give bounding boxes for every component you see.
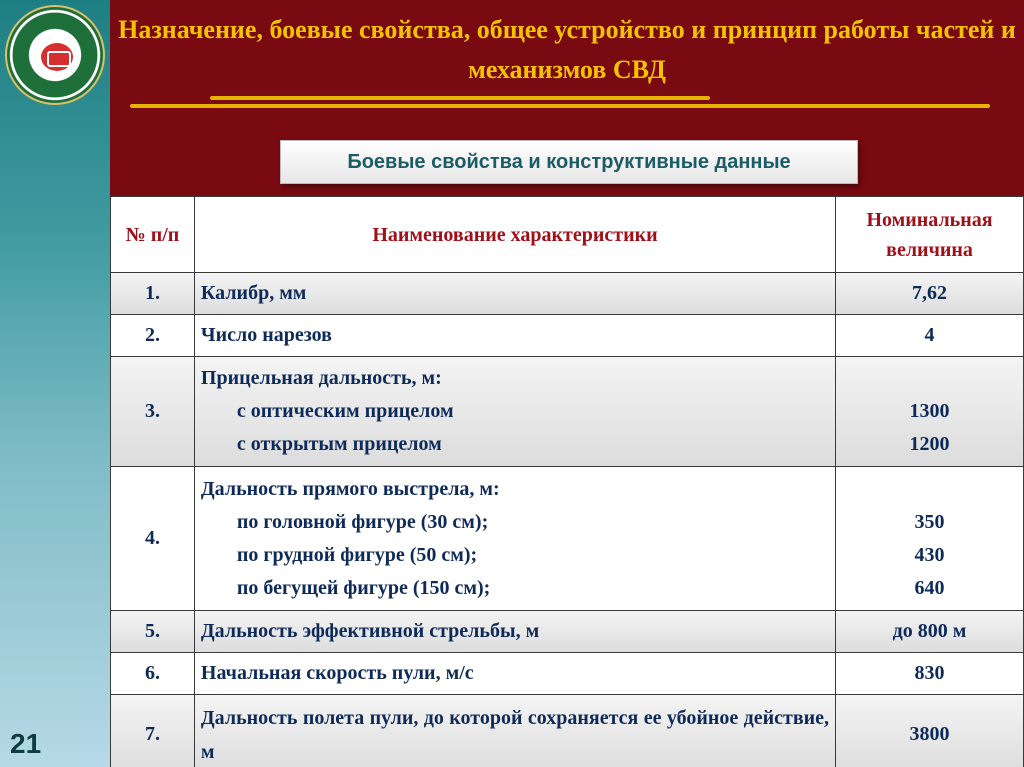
row-name: Начальная скорость пули, м/с	[194, 653, 835, 695]
row-name-sub: с открытым прицелом	[236, 433, 442, 455]
row-value-sub: 1200	[909, 433, 950, 455]
row-name: Калибр, мм	[194, 273, 835, 315]
row-name: Дальность эффективной стрельбы, м	[194, 611, 835, 653]
row-name	[194, 357, 835, 467]
table-row	[111, 315, 1024, 357]
header-value: Номинальная величина	[836, 197, 1024, 273]
gold-line-short	[210, 96, 710, 100]
row-name-sub: по бегущей фигуре (150 см);	[236, 576, 491, 599]
table-row	[111, 357, 1024, 467]
table-row	[111, 273, 1024, 315]
row-value-sub: 640	[914, 576, 945, 599]
subtitle-box: Боевые свойства и конструктивные данные	[280, 140, 858, 184]
row-num: 2.	[111, 315, 195, 357]
row-num: 7.	[111, 695, 195, 767]
spec-table	[110, 196, 1024, 767]
row-num: 5.	[111, 611, 195, 653]
row-num: 3.	[111, 357, 195, 467]
table-row	[111, 695, 1024, 767]
row-value	[836, 467, 1024, 611]
table-row	[111, 467, 1024, 611]
row-name-sub: по головной фигуре (30 см);	[236, 510, 489, 533]
row-value-sub: 350	[914, 510, 945, 533]
row-value-sub: 1300	[909, 400, 950, 422]
row-name: Дальность полета пули, до которой сохраняется ее убойное действие, м	[194, 695, 835, 767]
header-band	[110, 0, 1024, 196]
row-name: Число нарезов	[194, 315, 835, 357]
row-value: 3800	[836, 695, 1024, 767]
header-num: № п/п	[111, 197, 195, 273]
table-header-row	[111, 197, 1024, 273]
emblem-center-icon	[41, 43, 73, 71]
row-name-main: Прицельная дальность, м:	[200, 367, 442, 389]
row-num: 1.	[111, 273, 195, 315]
row-value: 4	[836, 315, 1024, 357]
row-num: 6.	[111, 653, 195, 695]
table-row	[111, 653, 1024, 695]
row-value	[836, 357, 1024, 467]
header-name: Наименование характеристики	[194, 197, 835, 273]
row-name-sub: с оптическим прицелом	[236, 400, 454, 422]
row-name-main: Дальность прямого выстрела, м:	[200, 477, 500, 500]
page-title: Назначение, боевые свойства, общее устройство и принцип работы частей и механизмов СВД	[118, 15, 1016, 84]
row-name	[194, 467, 835, 611]
row-value: 830	[836, 653, 1024, 695]
gold-line-long	[130, 104, 990, 108]
row-value-sub: 430	[914, 543, 945, 566]
table-row	[111, 611, 1024, 653]
emblem-logo	[5, 5, 105, 105]
row-num: 4.	[111, 467, 195, 611]
row-name-sub: по грудной фигуре (50 см);	[236, 543, 478, 566]
page-number: 21	[10, 728, 42, 759]
side-strip	[0, 0, 110, 767]
row-value: 7,62	[836, 273, 1024, 315]
title-underline	[130, 96, 990, 116]
row-value: до 800 м	[836, 611, 1024, 653]
